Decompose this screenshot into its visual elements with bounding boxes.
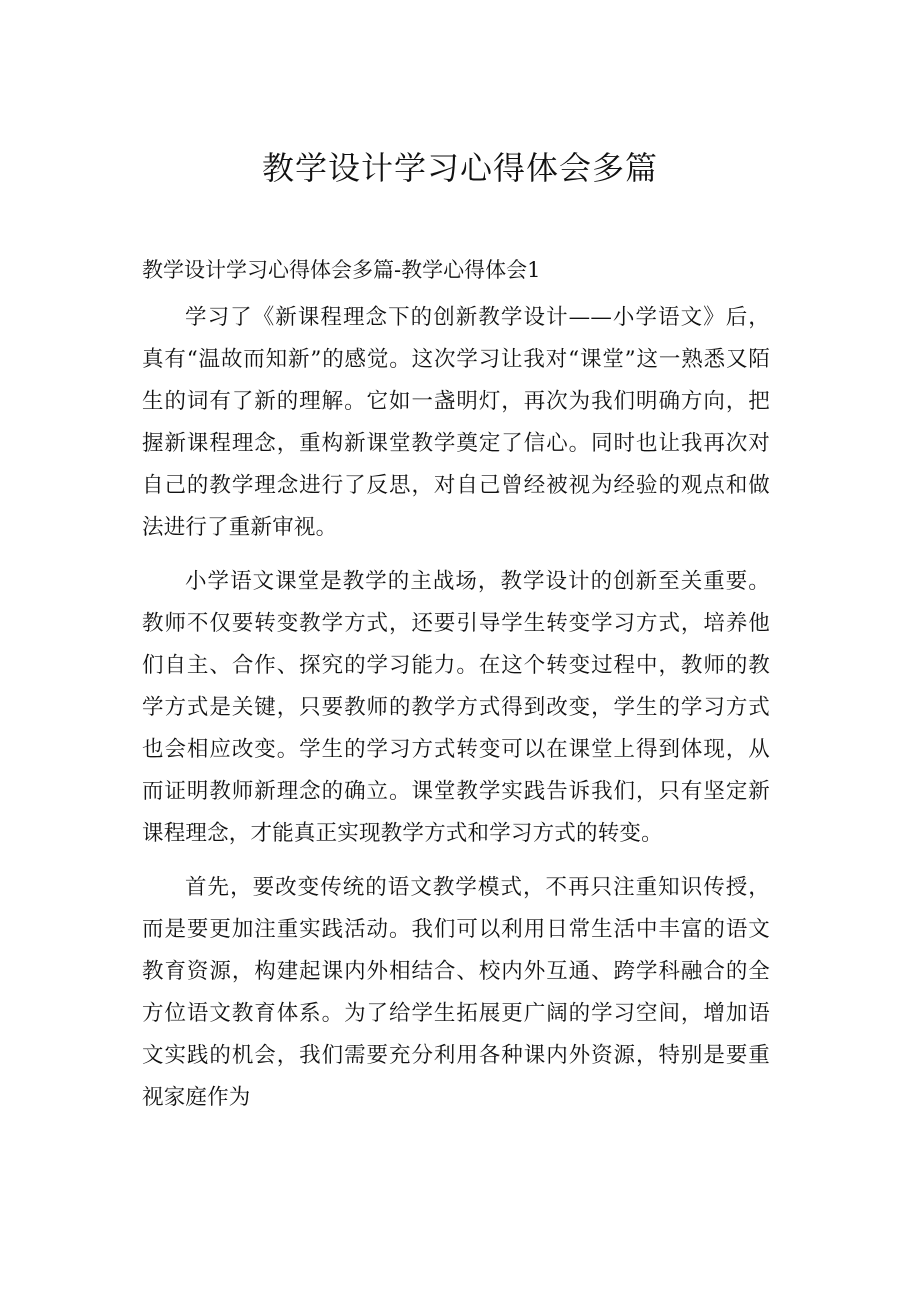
- paragraph-3: 首先，要改变传统的语文教学模式，不再只注重知识传授，而是要更加注重实践活动。我们可以利用日常生活中丰富的语文教育资源，构建起课内外相结合、校内外互通、跨学科融合的全方位语文教育体系。为了给学生拓展更广阔的学习空间，增加语文实践的机会，我们需要充分利用各种课内外资源，特别是要重视家庭作为: [142, 875, 770, 1110]
- section-heading: 教学设计学习心得体会多篇-教学心得体会1: [142, 258, 541, 282]
- paragraph-1: 学习了《新课程理念下的创新教学设计——小学语文》后，真有“温故而知新”的感觉。这次学习让我对“课堂”这一熟悉又陌生的词有了新的理解。它如一盏明灯，再次为我们明确方向，把握新课程理念，重构新课堂教学奠定了信心。同时也让我再次对自己的教学理念进行了反思，对自己曾经被视为经验的观点和做法进行了重新审视。: [142, 305, 770, 540]
- document-title: 教学设计学习心得体会多篇: [261, 149, 658, 187]
- document-body: [142, 297, 770, 1131]
- paragraph-2: 小学语文课堂是教学的主战场，教学设计的创新至关重要。教师不仅要转变教学方式，还要引导学生转变学习方式，培养他们自主、合作、探究的学习能力。在这个转变过程中，教师的教学方式是关键，只要教师的教学方式得到改变，学生的学习方式也会相应改变。学生的学习方式转变可以在课堂上得到体现，从而证明教师新理念的确立。课堂教学实践告诉我们，只有坚定新课程理念，才能真正实现教学方式和学习方式的转变。: [142, 569, 770, 846]
